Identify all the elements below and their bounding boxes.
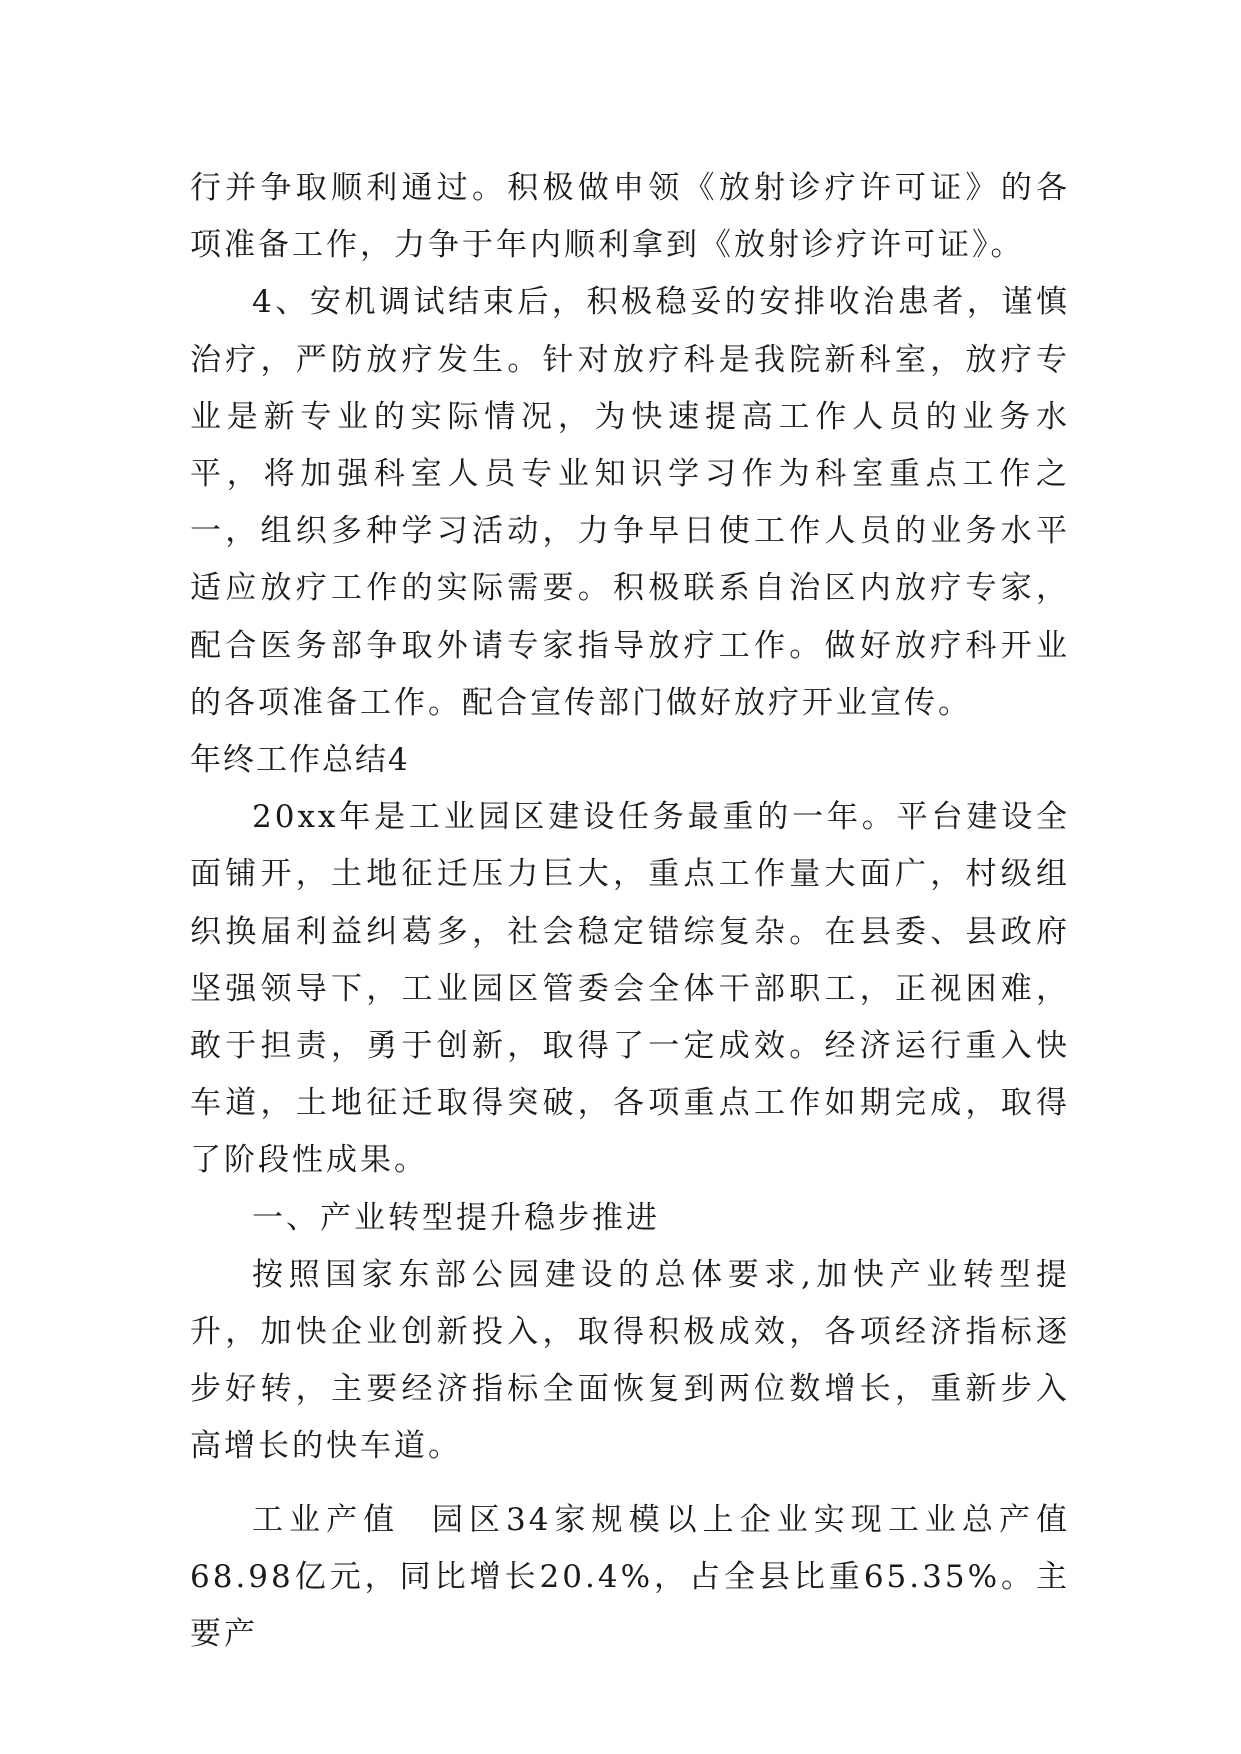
section-heading-year-end-summary: 年终工作总结4 [190, 742, 410, 779]
industrial-output-label: 工业产值 [252, 1501, 401, 1538]
paragraph-industrial-park-overview: 20xx年是工业园区建设任务最重的一年。平台建设全面铺开，土地征迁压力巨大，重点工作量大面广，村级组织换届利益纠葛多，社会稳定错综复杂。在县委、县政府坚强领导下，工业园区管委会全体干部职工，正视困难，敢于担责，勇于创新，取得了一定成效。经济运行重入快车道，土地征迁取得突破，各项重点工作如期完成，取得了阶段性成果。 [190, 799, 1070, 1179]
industrial-output-text: 园区34家规模以上企业实现工业总产值68.98亿元，同比增长20.4%，占全县比重65.35%。主要产 [190, 1501, 1071, 1653]
paragraph-permit-prep: 行并争取顺利通过。积极做申领《放射诊疗许可证》的各项准备工作，力争于年内顺利拿到《放射诊疗许可证》。 [190, 170, 1070, 264]
document-body [190, 160, 1070, 1663]
paragraph-industrial-output [190, 1492, 1070, 1664]
paragraph-transformation-details: 按照国家东部公园建设的总体要求,加快产业转型提升，加快企业创新投入，取得积极成效，各项经济指标逐步好转，主要经济指标全面恢复到两位数增长，重新步入高增长的快车道。 [190, 1256, 1070, 1465]
sub-heading-industry-transformation: 一、产业转型提升稳步推进 [252, 1199, 660, 1236]
paragraph-radiotherapy-plan: 4、安机调试结束后，积极稳妥的安排收治患者，谨慎治疗，严防放疗发生。针对放疗科是我院新科室，放疗专业是新专业的实际情况，为快速提高工作人员的业务水平，将加强科室人员专业知识学习作为科室重点工作之一，组织多种学习活动，力争早日使工作人员的业务水平适应放疗工作的实际需要。积极联系自治区内放疗专家，配合医务部争取外请专家指导放疗工作。做好放疗科开业的各项准备工作。配合宣传部门做好放疗开业宣传。 [190, 284, 1070, 721]
spacer [190, 1476, 1070, 1492]
